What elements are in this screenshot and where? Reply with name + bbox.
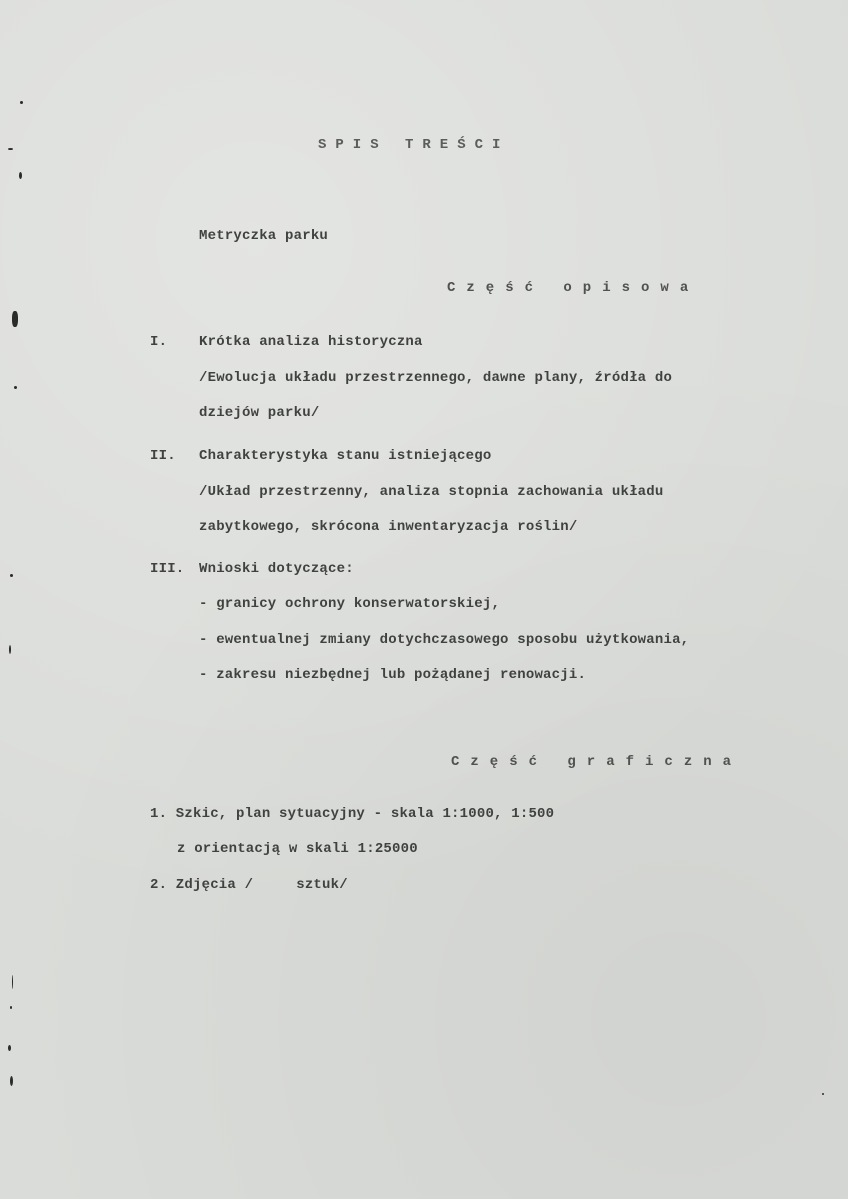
item-title: Wnioski dotyczące:	[199, 561, 354, 577]
item-number: III.	[150, 561, 185, 577]
item-detail: /Ewolucja układu przestrzennego, dawne plany, źródła do	[199, 370, 673, 386]
bullet-item: - ewentualnej zmiany dotychczasowego sposobu użytkowania,	[199, 632, 690, 648]
item-title: Charakterystyka stanu istniejącego	[199, 448, 492, 464]
bullet-item: - zakresu niezbędnej lub pożądanej renowacji.	[199, 667, 587, 683]
item-detail: zabytkowego, skrócona inwentaryzacja roślin/	[199, 519, 578, 535]
item-number: I.	[150, 334, 168, 350]
margin-speck	[19, 172, 22, 179]
section-heading-graphic: Część graficzna	[451, 754, 743, 770]
margin-speck	[14, 386, 17, 389]
item-number: II.	[150, 448, 176, 464]
item-title: Krótka analiza historyczna	[199, 334, 423, 350]
document-title: SPIS TREŚCI	[318, 137, 510, 153]
punch-mark	[12, 311, 18, 327]
margin-speck	[10, 574, 13, 577]
graphic-item-detail: z orientacją w skali 1:25000	[177, 841, 418, 857]
margin-speck	[10, 1076, 13, 1086]
graphic-item: 2. Zdjęcia / sztuk/	[150, 877, 348, 893]
margin-speck	[8, 148, 13, 150]
section-heading-descriptive: Część opisowa	[447, 280, 700, 296]
margin-speck	[10, 1006, 12, 1009]
margin-speck	[12, 975, 13, 989]
bullet-item: - granicy ochrony konserwatorskiej,	[199, 596, 501, 612]
item-detail: dziejów parku/	[199, 405, 320, 421]
item-detail: /Układ przestrzenny, analiza stopnia zachowania układu	[199, 484, 664, 500]
margin-speck	[822, 1093, 824, 1095]
margin-speck	[8, 1045, 11, 1051]
margin-speck	[9, 645, 11, 654]
graphic-item: 1. Szkic, plan sytuacyjny - skala 1:1000, 1:500	[150, 806, 555, 822]
metryczka-entry: Metryczka parku	[199, 228, 329, 244]
margin-speck	[20, 101, 23, 104]
